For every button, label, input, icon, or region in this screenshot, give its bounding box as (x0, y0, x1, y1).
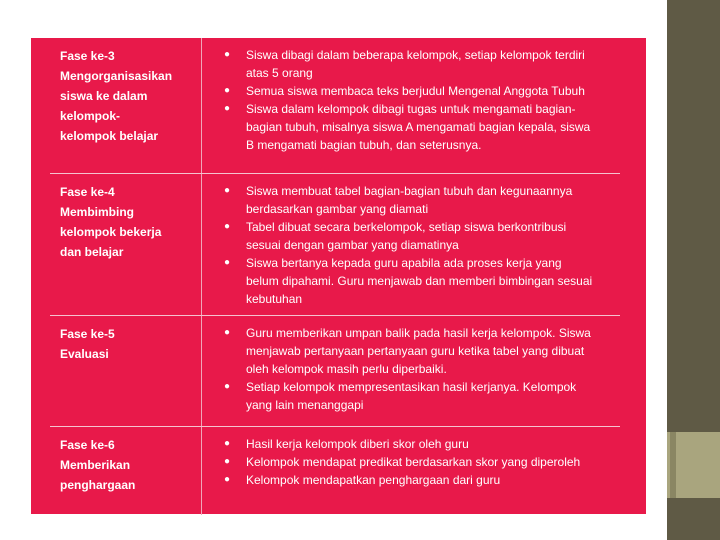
activity-text-line: kebutuhan (246, 292, 303, 306)
activity-list (210, 427, 620, 515)
bullet-icon: ● (224, 257, 231, 268)
phase-label (50, 316, 210, 426)
phase-label-line: Fase ke-3 (60, 49, 115, 63)
phase-row (50, 426, 620, 515)
activity-text-line: Siswa dalam kelompok dibagi tugas untuk mengamati bagian- (246, 102, 576, 116)
bullet-icon: ● (224, 474, 231, 485)
activity-item (218, 100, 620, 154)
activity-list (210, 38, 620, 173)
phase-label-line: kelompok belajar (60, 129, 159, 143)
phase-label (50, 38, 210, 173)
bullet-icon: ● (224, 381, 231, 392)
phase-label (50, 427, 210, 515)
activity-text-line: Kelompok mendapat predikat berdasarkan skor yang diperoleh (246, 455, 581, 469)
phase-label-line: siswa ke dalam (60, 89, 148, 103)
activity-item (218, 378, 620, 414)
column-divider (201, 427, 202, 515)
activity-item (218, 218, 620, 254)
activity-item (218, 182, 620, 218)
phase-label-line: Fase ke-5 (60, 327, 115, 341)
activity-text-line: belum dipahami. Guru menjawab dan memberi bimbingan sesuai (246, 274, 593, 288)
activity-text-line: oleh kelompok masih perlu diperbaiki. (246, 362, 447, 376)
phase-label-line: kelompok- (60, 109, 121, 123)
activity-text-line: B mengamati bagian tubuh, dan seterusnya. (246, 138, 482, 152)
activity-item (218, 46, 620, 82)
activity-text-line: yang lain menanggapi (246, 398, 364, 412)
activity-item (218, 453, 620, 471)
right-decorative-tick (670, 432, 676, 498)
activity-text-line: menjawab pertanyaan pertanyaan guru ketika tabel yang dibuat (246, 344, 585, 358)
phase-label-line: Fase ke-4 (60, 185, 115, 199)
bullet-icon: ● (224, 85, 231, 96)
phase-row (50, 315, 620, 426)
activity-item (218, 324, 620, 378)
activity-item (218, 471, 620, 489)
activity-text-line: Kelompok mendapatkan penghargaan dari guru (246, 473, 501, 487)
activity-item (218, 82, 620, 100)
activity-text-line: Setiap kelompok mempresentasikan hasil kerjanya. Kelompok (246, 380, 577, 394)
phase-label-line: dan belajar (60, 245, 124, 259)
activity-text-line: Semua siswa membaca teks berjudul Mengenal Anggota Tubuh (246, 84, 585, 98)
bullet-icon: ● (224, 327, 231, 338)
activity-text-line: berdasarkan gambar yang diamati (246, 202, 429, 216)
activity-list (210, 174, 620, 315)
phase-row (50, 173, 620, 315)
activity-text-line: bagian tubuh, misalnya siswa A mengamati bagian kepala, siswa (246, 120, 591, 134)
activity-text-line: Tabel dibuat secara berkelompok, setiap siswa berkontribusi (246, 220, 567, 234)
column-divider (201, 38, 202, 173)
bullet-icon: ● (224, 221, 231, 232)
activity-text-line: sesuai dengan gambar yang diamatinya (246, 238, 459, 252)
bullet-icon: ● (224, 456, 231, 467)
phase-row (50, 38, 620, 173)
activity-text-line: Siswa dibagi dalam beberapa kelompok, setiap kelompok terdiri (246, 48, 585, 62)
bullet-icon: ● (224, 438, 231, 449)
phase-label-line: Mengorganisasikan (60, 69, 173, 83)
activity-text-line: Siswa membuat tabel bagian-bagian tubuh dan kegunaannya (246, 184, 573, 198)
phase-label-line: kelompok bekerja (60, 225, 162, 239)
activity-text-line: Siswa bertanya kepada guru apabila ada proses kerja yang (246, 256, 562, 270)
column-divider (201, 174, 202, 315)
bullet-icon: ● (224, 185, 231, 196)
phase-label-line: Evaluasi (60, 347, 109, 361)
activity-item (218, 254, 620, 308)
phase-label-line: Fase ke-6 (60, 438, 115, 452)
bullet-icon: ● (224, 103, 231, 114)
activity-text-line: Guru memberikan umpan balik pada hasil kerja kelompok. Siswa (246, 326, 591, 340)
activity-item (218, 435, 620, 453)
activity-list (210, 316, 620, 426)
phase-label-line: Memberikan (60, 458, 131, 472)
phase-label-line: penghargaan (60, 478, 136, 492)
phase-label (50, 174, 210, 315)
phase-table (50, 38, 620, 515)
activity-text-line: atas 5 orang (246, 66, 313, 80)
column-divider (201, 316, 202, 426)
phase-label-line: Membimbing (60, 205, 134, 219)
bullet-icon: ● (224, 49, 231, 60)
activity-text-line: Hasil kerja kelompok diberi skor oleh guru (246, 437, 469, 451)
